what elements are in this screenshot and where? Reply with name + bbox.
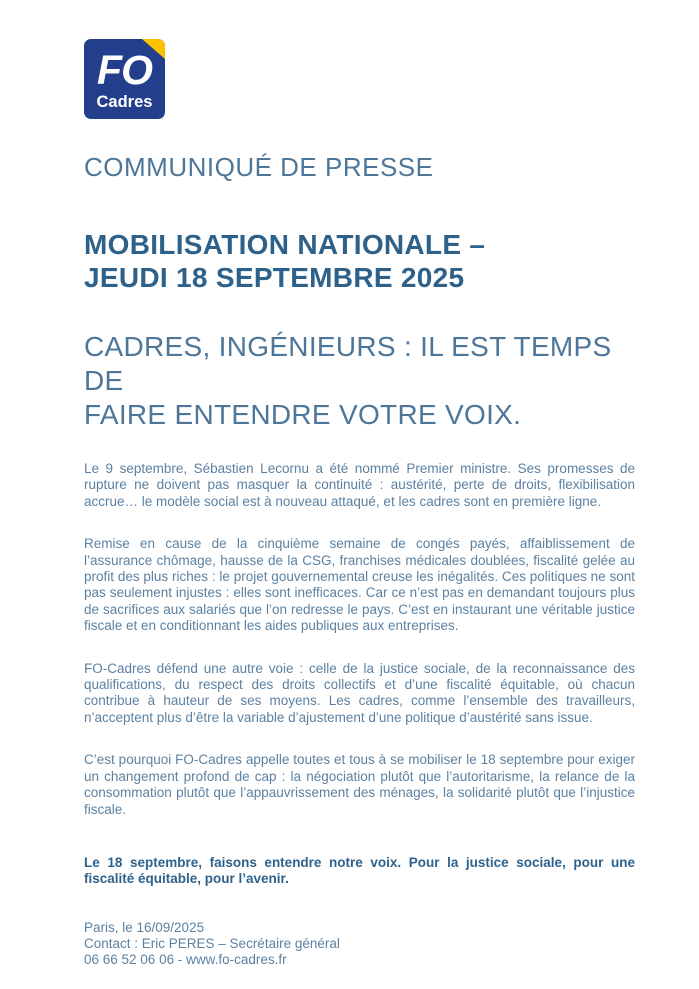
- subtitle-line-1: CADRES, INGÉNIEURS : IL EST TEMPS DE: [84, 331, 612, 396]
- logo-fo-text: FO: [97, 47, 152, 93]
- website-link[interactable]: www.fo-cadres.fr: [186, 952, 287, 968]
- main-title-line-2: JEUDI 18 SEPTEMBRE 2025: [84, 262, 465, 293]
- body-paragraph: C’est pourquoi FO-Cadres appelle toutes et tous à se mobiliser le 18 septembre pour exiger un changement profond de cap : la négociation plutôt que l’autoritarisme, la relance de la consommation plutôt que l’appauvrissement des ménages, la solidarité plutôt que l’injustice fiscale.: [84, 752, 635, 817]
- body-paragraph: Le 9 septembre, Sébastien Lecornu a été nommé Premier ministre. Ses promesses de rupture ne doivent pas masquer la continuité : austérité, perte de droits, flexibilisation accrue… le modèle social est à nouveau attaqué, et les cadres sont en première ligne.: [84, 461, 635, 509]
- subtitle-line-2: FAIRE ENTENDRE VOTRE VOIX.: [84, 399, 522, 430]
- fo-cadres-logo: [84, 39, 165, 119]
- footer: [84, 920, 635, 969]
- main-title-line-1: MOBILISATION NATIONALE –: [84, 229, 486, 260]
- logo-cadres-text: Cadres: [96, 92, 153, 111]
- body-copy: [84, 461, 635, 818]
- body-paragraph: FO-Cadres défend une autre voie : celle de la justice sociale, de la reconnaissance des qualifications, du respect des droits collectifs et d’une fiscalité équitable, où chacun contribue à hauteur de ses moyens. Les cadres, comme l’ensemble des travailleurs, n’acceptent plus d’être la variable d’ajustement d’une politique d’austérité sans issue.: [84, 660, 635, 725]
- body-paragraph: Remise en cause de la cinquième semaine de congés payés, affaiblissement de l’assurance chômage, hausse de la CSG, franchises médicales doublées, fiscalité gelée au profit des plus riches : le projet gouvernemental creuse les inégalités. Ces politiques ne sont pas seulement injustes : elles sont inefficaces. Car ce n’est pas en demandant toujours plus de sacrifices aux salariés que l’on redresse le pays. C’est en instaurant une véritable justice fiscale et en conditionnant les aides publiques aux entreprises.: [84, 536, 635, 634]
- closing-statement: Le 18 septembre, faisons entendre notre voix. Pour la justice sociale, pour une fiscalité équitable, pour l’avenir.: [84, 854, 635, 887]
- footer-contact: Contact : Eric PERES – Secrétaire général: [84, 935, 340, 951]
- footer-separator: -: [174, 952, 187, 968]
- kicker-communique-de-presse: COMMUNIQUÉ DE PRESSE: [84, 152, 434, 182]
- footer-phone-website-line: [84, 952, 635, 968]
- footer-place-date: Paris, le 16/09/2025: [84, 919, 205, 935]
- footer-phone: 06 66 52 06 06: [84, 952, 175, 968]
- subtitle: [84, 330, 635, 432]
- main-title: [84, 228, 635, 294]
